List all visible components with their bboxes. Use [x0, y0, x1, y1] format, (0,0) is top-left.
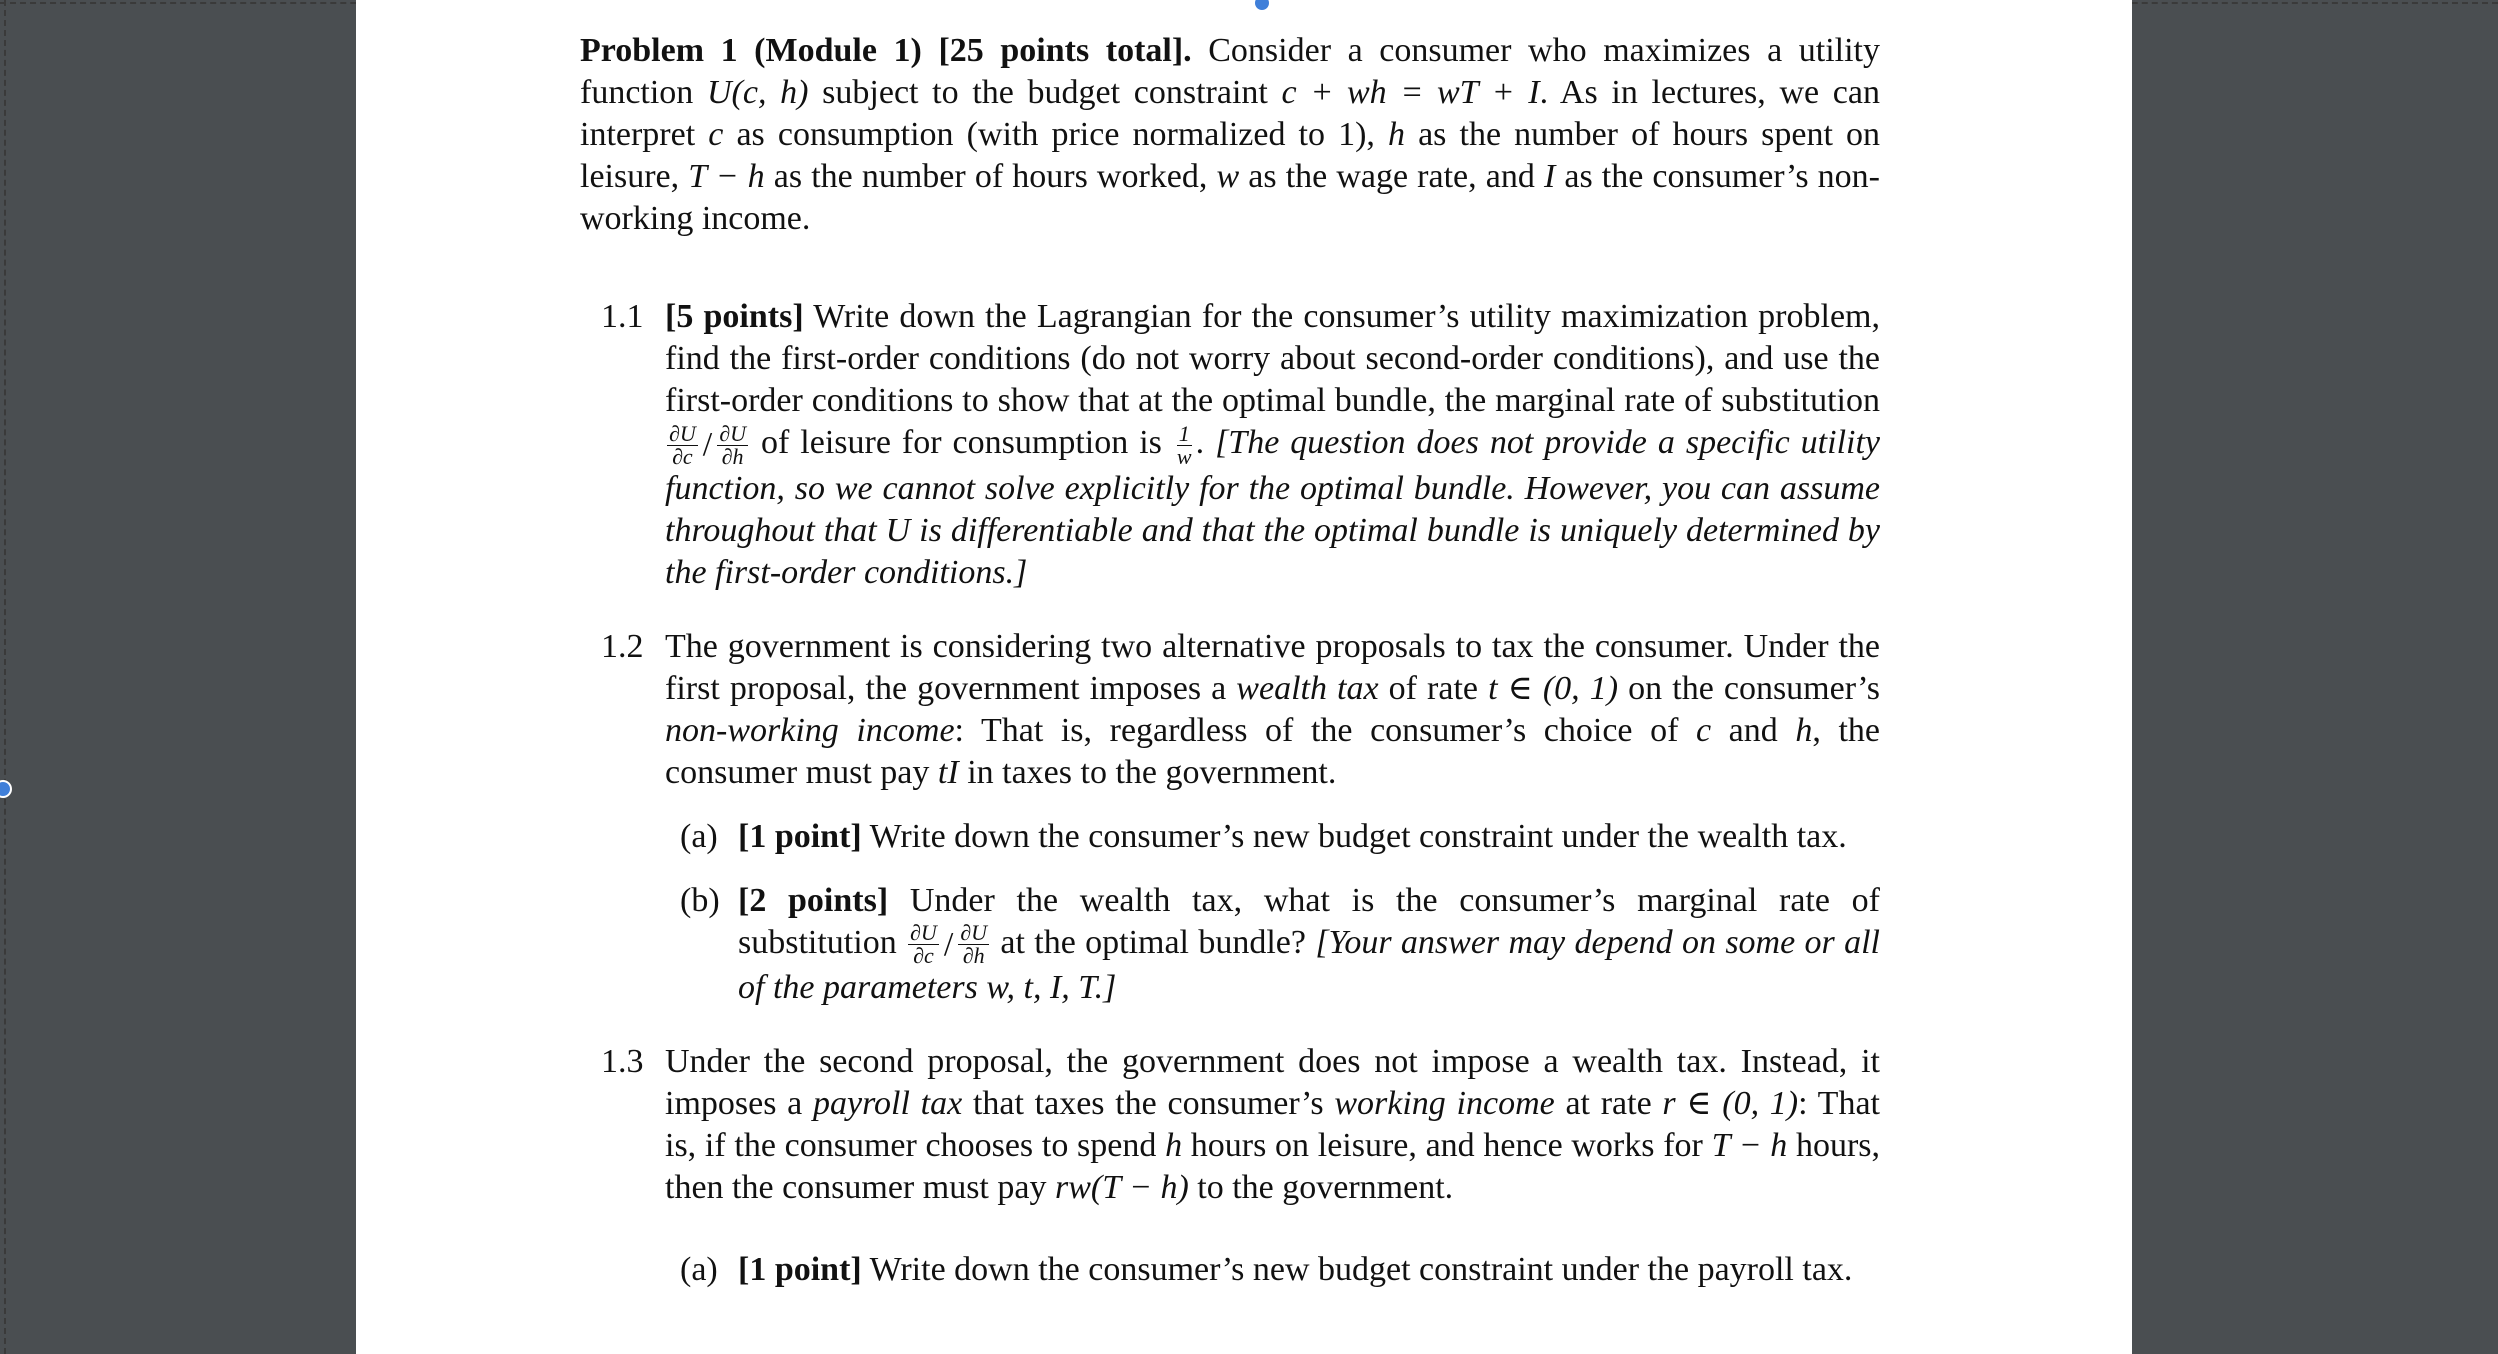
item-text: at the optimal bundle?	[991, 923, 1316, 961]
emphasis-non-working-income: non-working income	[665, 711, 955, 749]
item-text: on the consumer’s	[1618, 669, 1880, 707]
fraction-numerator: ∂U	[669, 420, 696, 446]
sub-label: (a)	[680, 1251, 718, 1289]
item-text: Under the second proposal, the government does not impose a wealth tax. Instead, it imposes a	[665, 1043, 1880, 1123]
emphasis-payroll-tax: payroll tax	[813, 1085, 963, 1123]
math-r-range: r ∈ (0, 1)	[1662, 1085, 1799, 1123]
item-text: : That is, if the consumer chooses to spend	[665, 1085, 1880, 1165]
fraction-denominator: ∂h	[721, 443, 744, 469]
points-label: [1 point]	[738, 817, 862, 855]
item-number: 1.2	[601, 627, 644, 665]
problem-heading: Problem 1 (Module 1) [25 points total].	[580, 32, 1192, 69]
fraction-slash: /	[943, 925, 954, 963]
points-label: [2 points]	[738, 881, 889, 919]
item-text: hours, then the consumer must pay	[665, 1127, 1881, 1207]
fraction-denominator: w	[1176, 443, 1192, 469]
item-text: of leisure for consumption is	[749, 424, 1173, 461]
item-1-3-a-text	[738, 1249, 1880, 1291]
item-text: , the consumer must pay	[665, 711, 1880, 791]
var-i: I	[1543, 158, 1556, 195]
intro-text: as the number of hours spent on leisure,	[580, 116, 1880, 195]
intro-text: as the wage rate, and	[1239, 158, 1544, 195]
item-1-2-a-text	[738, 816, 1880, 858]
item-text: that taxes the consumer’s	[962, 1085, 1335, 1123]
fraction-numerator: 1	[1178, 420, 1190, 446]
intro-text: . As in lectures, we can interpret	[580, 74, 1880, 153]
item-text: Under the wealth tax, what is the consumer’s marginal rate of substitution	[738, 881, 1880, 961]
item-text: The government is considering two alternative proposals to tax the consumer. Under the first proposal, the government imposes a	[665, 627, 1880, 707]
item-text: hours on leisure, and hence works for	[1182, 1127, 1712, 1165]
item-1-2-a	[580, 816, 1880, 858]
math-ti: tI	[937, 753, 959, 791]
points-label: [1 point]	[738, 1251, 862, 1289]
fraction-denominator: ∂c	[913, 943, 934, 969]
fraction-du-dh	[958, 922, 989, 967]
item-1-2-b-text	[738, 880, 1880, 1010]
fraction-slash: /	[702, 426, 713, 464]
emphasis-wealth-tax: wealth tax	[1236, 669, 1379, 707]
item-1-3	[580, 1041, 1880, 1291]
item-1-3-a	[580, 1249, 1880, 1291]
var-h: h	[1795, 711, 1813, 749]
fraction-du-dc	[667, 420, 698, 469]
item-text: Write down the consumer’s new budget constraint under the wealth tax.	[861, 817, 1847, 855]
item-1-3-text	[665, 1041, 1880, 1209]
var-c: c	[1696, 711, 1712, 749]
item-text: to the government.	[1188, 1169, 1454, 1207]
fraction-numerator: ∂U	[910, 920, 937, 946]
item-text: Write down the consumer’s new budget constraint under the payroll tax.	[861, 1251, 1853, 1289]
item-note: [Your answer may depend on some or all of the parameters w, t, I, T.]	[738, 923, 1881, 1007]
item-1-1-text	[665, 296, 1880, 594]
fraction-one-over-w	[1175, 420, 1194, 469]
var-h: h	[1388, 116, 1405, 153]
selection-border-left	[4, 0, 6, 1354]
sub-label: (b)	[680, 881, 720, 919]
intro-text: as consumption (with price normalized to 1),	[723, 116, 1388, 153]
item-text: and	[1711, 711, 1796, 749]
fraction-du-dh	[717, 420, 748, 469]
item-text: : That is, regardless of the consumer’s choice of	[954, 711, 1696, 749]
var-w: w	[1216, 158, 1240, 195]
item-text: in taxes to the government.	[958, 753, 1337, 791]
item-text: of rate	[1378, 669, 1489, 707]
var-h: h	[1165, 1127, 1183, 1165]
math-tax-expression: rw(T − h)	[1054, 1169, 1189, 1207]
item-text: at rate	[1554, 1085, 1663, 1123]
intro-text: as the number of hours worked,	[764, 158, 1217, 195]
problem-content	[580, 30, 1880, 1291]
item-number: 1.3	[601, 1043, 644, 1081]
item-number: 1.1	[601, 298, 644, 335]
resize-handle-left[interactable]	[0, 780, 12, 798]
intro-text: as the consumer’s non-working income.	[580, 158, 1880, 237]
intro-text: Consider a consumer who maximizes a utility function	[580, 32, 1880, 111]
fraction-denominator: ∂c	[672, 443, 693, 469]
item-1-2-b	[580, 880, 1880, 1010]
sub-label: (a)	[680, 817, 718, 855]
emphasis-working-income: working income	[1334, 1085, 1555, 1123]
math-t-range: t ∈ (0, 1)	[1488, 669, 1619, 707]
var-t-minus-h: T − h	[1711, 1127, 1788, 1165]
points-label: [5 points]	[665, 298, 804, 335]
fraction-denominator: ∂h	[962, 943, 985, 969]
budget-constraint: c + wh = wT + I	[1281, 74, 1540, 111]
item-1-2	[580, 626, 1880, 1010]
fraction-numerator: ∂U	[960, 920, 988, 946]
item-note: [The question does not provide a specific utility function, so we cannot solve explicitly for the optimal bundle. However, you can assume throughout that U is differentiable and that the optimal bundle is uniquely determined by the first-order conditions.]	[665, 424, 1881, 591]
fraction-numerator: ∂U	[719, 420, 746, 446]
item-text: Write down the Lagrangian for the consumer’s utility maximization problem, find the first-order conditions (do not worry about second-order conditions), and use the first-order conditions to show that at the optimal bundle, the marginal rate of substitution	[665, 298, 1880, 419]
var-t-minus-h: T − h	[688, 158, 765, 195]
utility-function: U(c, h)	[707, 74, 809, 111]
item-text: .	[1195, 424, 1216, 461]
item-1-2-text	[665, 626, 1880, 794]
problem-intro	[580, 30, 1880, 240]
var-c: c	[708, 116, 724, 153]
item-1-1	[580, 296, 1880, 594]
fraction-du-dc	[908, 922, 939, 967]
intro-text: subject to the budget constraint	[808, 74, 1282, 111]
